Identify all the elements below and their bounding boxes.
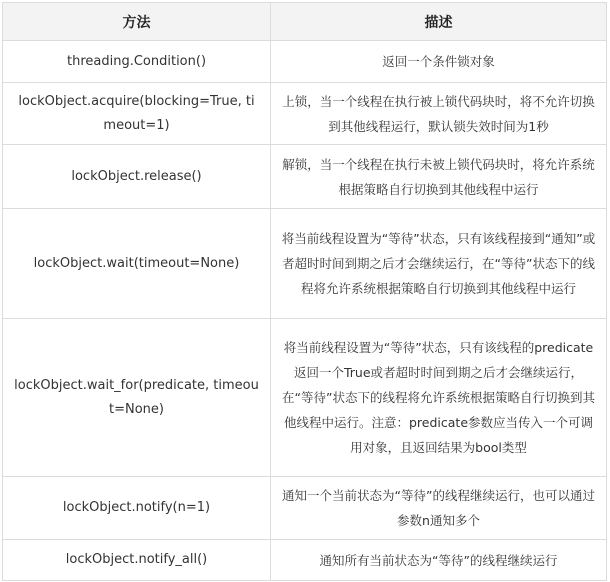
table-row (3, 41, 607, 83)
table-row (3, 209, 607, 319)
description-cell: 上锁，当一个线程在执行被上锁代码块时，将不允许切换到其他线程运行，默认锁失效时间为1秒 (271, 83, 607, 145)
methods-table (2, 2, 607, 581)
table-row (3, 540, 607, 581)
table-row (3, 319, 607, 477)
table-header-row (3, 3, 607, 41)
method-cell: lockObject.wait_for(predicate, timeout=None) (3, 319, 271, 477)
method-cell: threading.Condition() (3, 41, 271, 83)
description-cell: 将当前线程设置为“等待”状态，只有该线程的predicate返回一个True或者超时时间到期之后才会继续运行，在“等待”状态下的线程将允许系统根据策略自行切换到其他线程中运行。注意：predicate参数应当传入一个可调用对象，且返回结果为bool类型 (271, 319, 607, 477)
table-row (3, 477, 607, 540)
table-row (3, 83, 607, 145)
method-cell: lockObject.acquire(blocking=True, timeout=1) (3, 83, 271, 145)
description-cell: 将当前线程设置为“等待”状态，只有该线程接到“通知”或者超时时间到期之后才会继续运行，在“等待”状态下的线程将允许系统根据策略自行切换到其他线程中运行 (271, 209, 607, 319)
table-row (3, 145, 607, 209)
method-cell: lockObject.wait(timeout=None) (3, 209, 271, 319)
methods-table-container (2, 2, 607, 581)
header-method: 方法 (3, 3, 271, 41)
method-cell: lockObject.notify_all() (3, 540, 271, 581)
description-cell: 返回一个条件锁对象 (271, 41, 607, 83)
method-cell: lockObject.release() (3, 145, 271, 209)
description-cell: 通知所有当前状态为“等待”的线程继续运行 (271, 540, 607, 581)
header-description: 描述 (271, 3, 607, 41)
description-cell: 通知一个当前状态为“等待”的线程继续运行，也可以通过参数n通知多个 (271, 477, 607, 540)
description-cell: 解锁，当一个线程在执行未被上锁代码块时，将允许系统根据策略自行切换到其他线程中运行 (271, 145, 607, 209)
method-cell: lockObject.notify(n=1) (3, 477, 271, 540)
